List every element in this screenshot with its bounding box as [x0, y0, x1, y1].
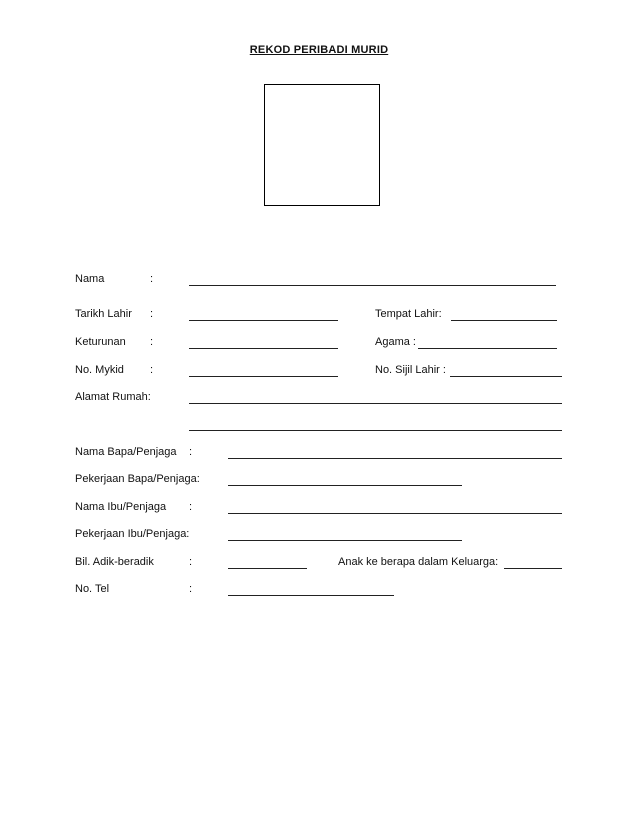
- label-keturunan: Keturunan: [75, 336, 126, 348]
- label-sijil-lahir: No. Sijil Lahir :: [375, 364, 446, 376]
- photo-box[interactable]: [264, 84, 380, 206]
- field-alamat-line-2[interactable]: [189, 430, 562, 431]
- label-nama-ibu: Nama Ibu/Penjaga: [75, 501, 167, 513]
- field-adik-beradik[interactable]: [228, 568, 307, 569]
- label-pekerjaan-ibu: Pekerjaan Ibu/Penjaga:: [75, 528, 190, 540]
- label-nama-bapa: Nama Bapa/Penjaga: [75, 446, 177, 458]
- label-tel: No. Tel: [75, 583, 110, 595]
- label-pekerjaan-bapa: Pekerjaan Bapa/Penjaga:: [75, 473, 200, 485]
- field-tarikh-lahir[interactable]: [189, 320, 338, 321]
- colon: :: [189, 583, 193, 595]
- field-tempat-lahir[interactable]: [451, 320, 557, 321]
- colon: :: [150, 273, 154, 285]
- field-anak-ke[interactable]: [504, 568, 562, 569]
- colon: :: [189, 501, 193, 513]
- field-agama[interactable]: [418, 348, 557, 349]
- label-tarikh-lahir: Tarikh Lahir: [75, 308, 132, 320]
- field-nama-ibu[interactable]: [228, 513, 562, 514]
- colon: :: [150, 308, 154, 320]
- field-pekerjaan-bapa[interactable]: [228, 485, 462, 486]
- field-mykid[interactable]: [189, 376, 338, 377]
- field-nama[interactable]: [189, 285, 556, 286]
- colon: :: [150, 364, 154, 376]
- label-adik-beradik: Bil. Adik-beradik: [75, 556, 154, 568]
- label-tempat-lahir: Tempat Lahir:: [375, 308, 442, 320]
- field-nama-bapa[interactable]: [228, 458, 562, 459]
- colon: :: [189, 556, 193, 568]
- field-tel[interactable]: [228, 595, 394, 596]
- field-alamat-line-1[interactable]: [189, 403, 562, 404]
- field-sijil-lahir[interactable]: [450, 376, 562, 377]
- form-title: REKOD PERIBADI MURID: [249, 44, 389, 56]
- field-pekerjaan-ibu[interactable]: [228, 540, 462, 541]
- colon: :: [150, 336, 154, 348]
- label-agama: Agama :: [375, 336, 416, 348]
- field-keturunan[interactable]: [189, 348, 338, 349]
- colon: :: [189, 446, 193, 458]
- label-mykid: No. Mykid: [75, 364, 124, 376]
- label-alamat: Alamat Rumah:: [75, 391, 151, 403]
- label-nama: Nama: [75, 273, 105, 285]
- label-anak-ke: Anak ke berapa dalam Keluarga:: [338, 556, 499, 568]
